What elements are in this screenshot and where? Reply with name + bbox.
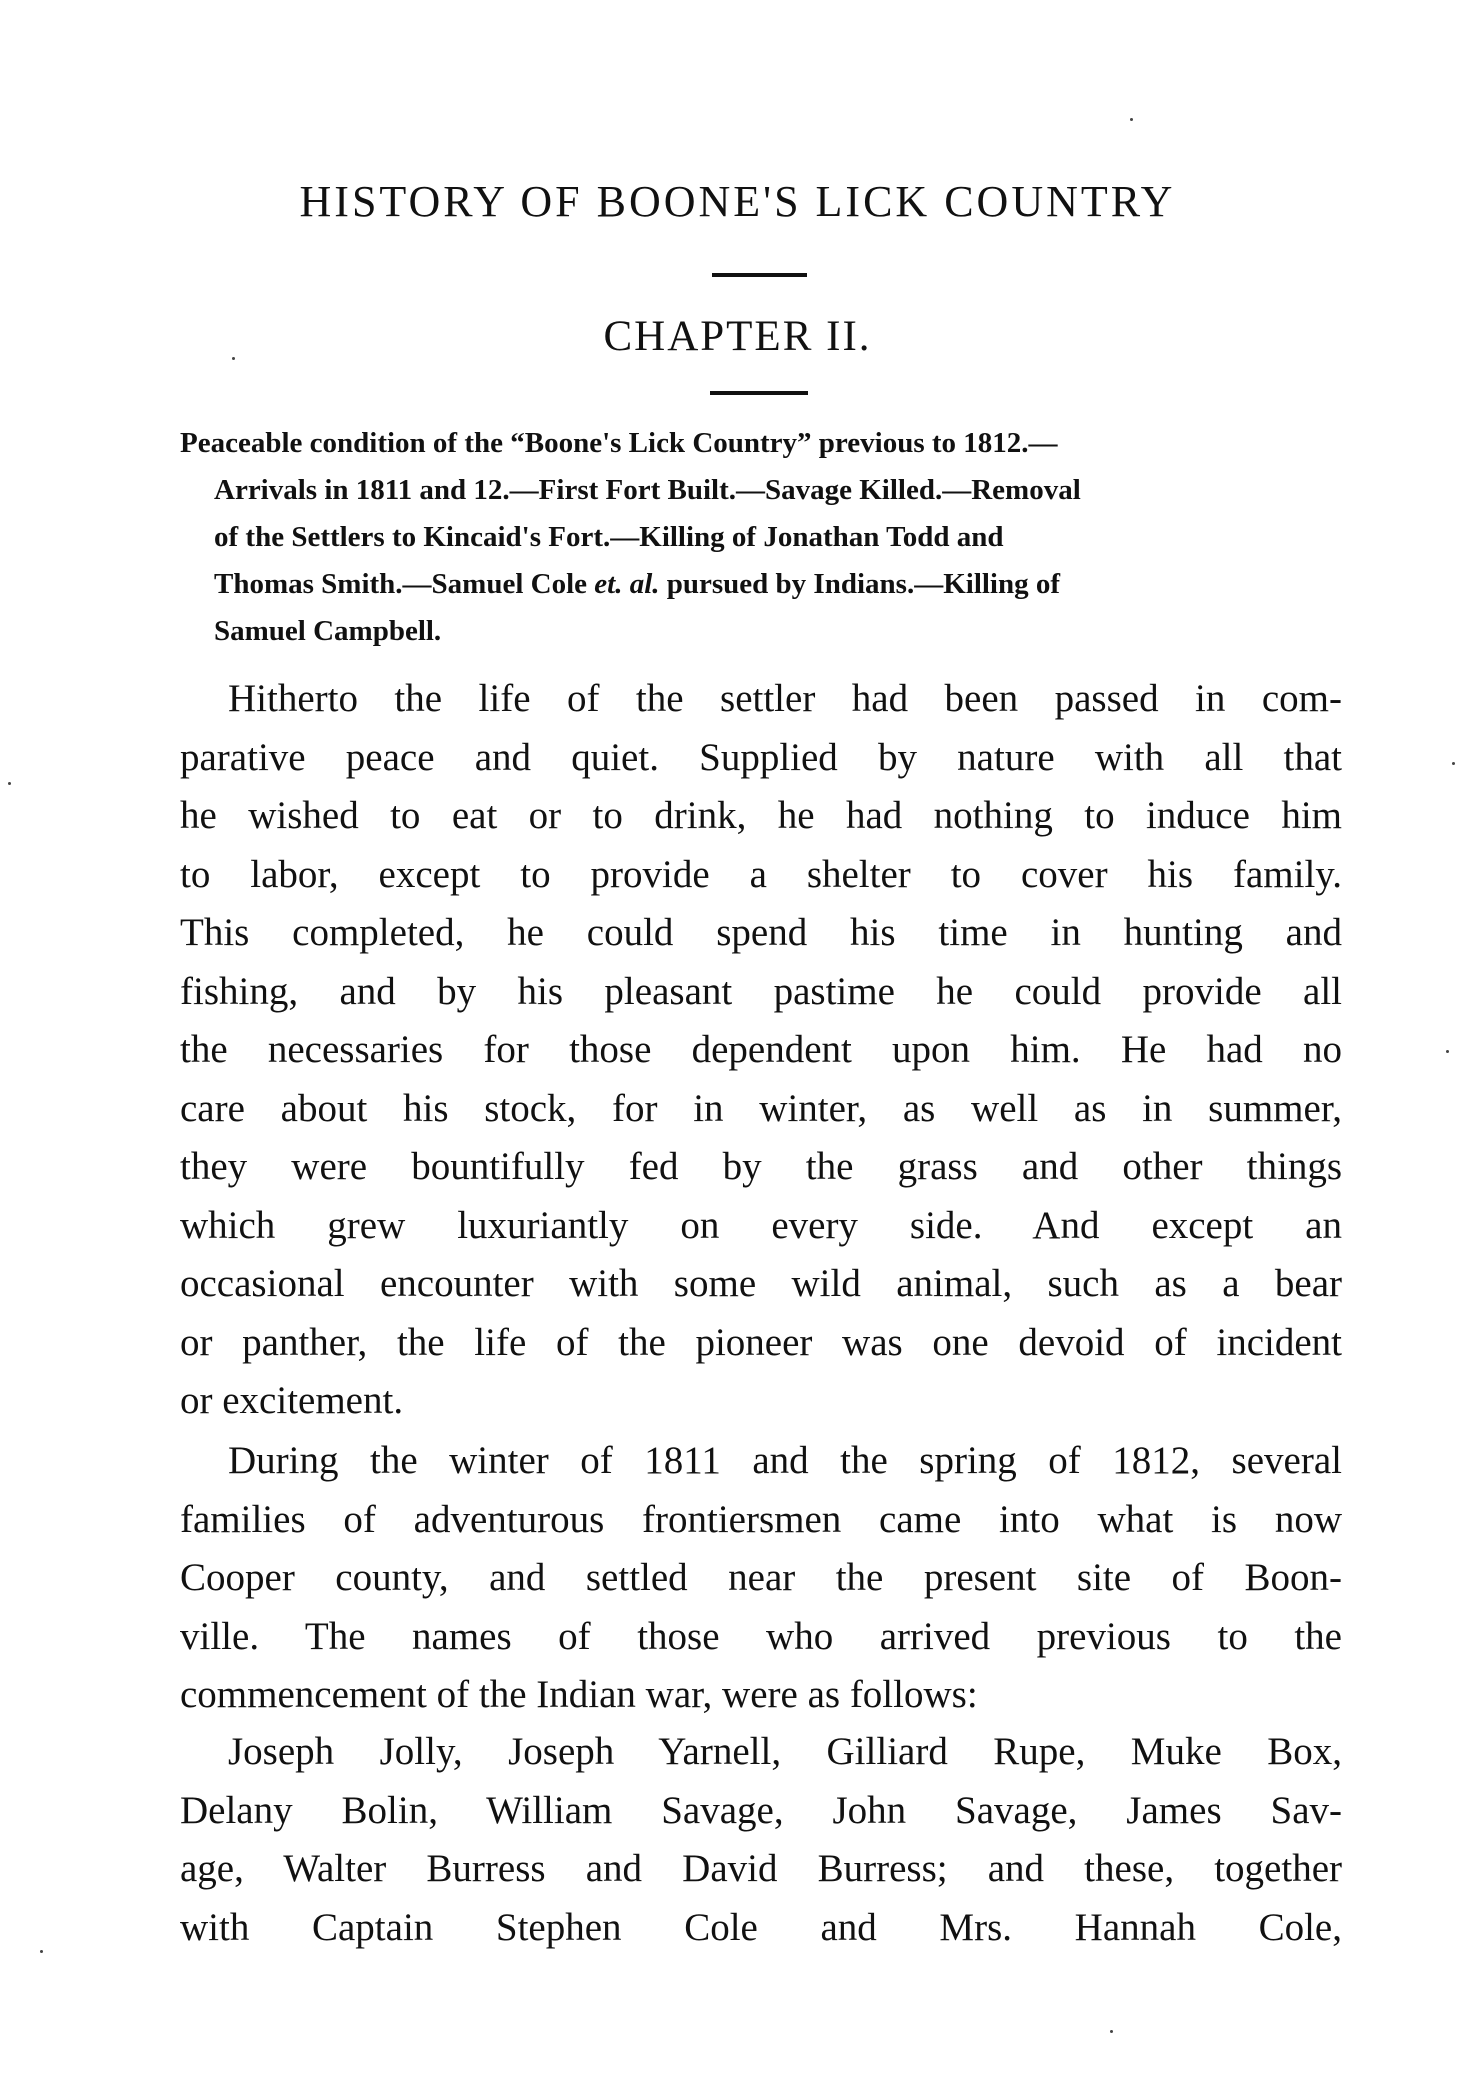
paragraph — [180, 670, 1342, 1431]
scan-speck — [1130, 118, 1133, 121]
text-line: ville. The names of those who arrived previous to the — [180, 1614, 1342, 1658]
text-line: care about his stock, for in winter, as well as in summer, — [180, 1086, 1342, 1130]
scan-speck — [1452, 762, 1455, 765]
summary-line: Samuel Campbell. — [214, 615, 442, 647]
scan-speck — [8, 782, 11, 785]
text-line: During the winter of 1811 and the spring of 1812, several — [228, 1439, 1342, 1482]
text-line: fishing, and by his pleasant pastime he could provide all — [180, 969, 1342, 1013]
text-line: they were bountifully fed by the grass and other things — [180, 1145, 1342, 1188]
text-line: This completed, he could spend his time in hunting and — [180, 911, 1342, 954]
text-line: to labor, except to provide a shelter to cover his family. — [180, 852, 1342, 896]
divider-rule — [712, 273, 807, 277]
text-line: Cooper county, and settled near the present site of Boon- — [180, 1556, 1342, 1599]
scan-speck — [1446, 1050, 1449, 1053]
divider-rule — [710, 391, 808, 395]
paragraph — [180, 1432, 1342, 1725]
text-line: or panther, the life of the pioneer was one devoid of incident — [180, 1320, 1342, 1364]
paragraph — [180, 1723, 1342, 1957]
text-line: parative peace and quiet. Supplied by nature with all that — [180, 735, 1342, 779]
text-line: Delany Bolin, William Savage, John Savage, James Sav- — [180, 1788, 1342, 1832]
summary-line: of the Settlers to Kincaid's Fort.—Killing of Jonathan Todd and — [214, 521, 1004, 553]
summary-line — [180, 561, 1338, 608]
text-line: he wished to eat or to drink, he had nothing to induce him — [180, 794, 1342, 837]
text-line: Hitherto the life of the settler had been passed in com- — [228, 677, 1342, 720]
chapter-summary — [180, 420, 1338, 655]
summary-line: Arrivals in 1811 and 12.—First Fort Built.—Savage Killed.—Removal — [214, 474, 1081, 506]
text-line: occasional encounter with some wild animal, such as a bear — [180, 1262, 1342, 1305]
chapter-title: CHAPTER II. — [603, 313, 872, 360]
scan-speck — [1110, 2030, 1113, 2033]
text-line: or excitement. — [180, 1379, 404, 1422]
text-line: the necessaries for those dependent upon him. He had no — [180, 1028, 1342, 1071]
text-line: which grew luxuriantly on every side. And except an — [180, 1203, 1342, 1247]
scan-speck — [232, 357, 235, 360]
scan-speck — [40, 1950, 43, 1953]
summary-text: Thomas Smith.—Samuel Cole — [214, 568, 595, 600]
text-line: Joseph Jolly, Joseph Yarnell, Gilliard Rupe, Muke Box, — [228, 1730, 1342, 1773]
text-line: commencement of the Indian war, were as follows: — [180, 1673, 978, 1716]
text-line: with Captain Stephen Cole and Mrs. Hannah Cole, — [180, 1905, 1342, 1949]
summary-text: pursued by Indians.—Killing of — [659, 568, 1061, 600]
summary-line: Peaceable condition of the “Boone's Lick Country” previous to 1812.— — [180, 427, 1058, 459]
text-line: families of adventurous frontiersmen came into what is now — [180, 1497, 1342, 1541]
text-line: age, Walter Burress and David Burress; and these, together — [180, 1847, 1342, 1890]
summary-italic-text: et. al. — [594, 568, 660, 600]
running-head: HISTORY OF BOONE'S LICK COUNTRY — [299, 177, 1176, 226]
